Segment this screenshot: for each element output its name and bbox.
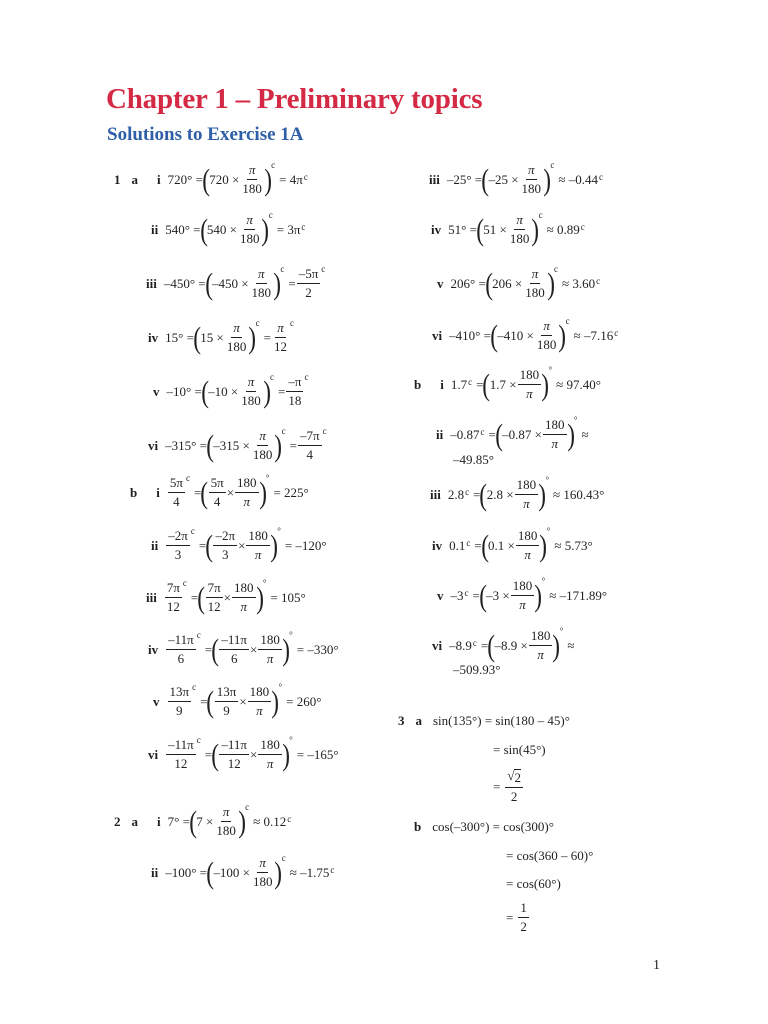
- item-label: i: [157, 813, 161, 829]
- right-paren: ): [534, 577, 543, 613]
- right-paren: ): [255, 579, 264, 615]
- item-label: iii: [146, 589, 157, 605]
- radian-superscript: c: [322, 425, 327, 436]
- q1b-vi: [148, 733, 339, 775]
- radian-superscript: c: [599, 171, 604, 182]
- q1b-vi-right-continued: [453, 657, 500, 681]
- degree-superscript: °: [265, 472, 270, 483]
- radian-superscript: c: [270, 371, 275, 382]
- result: ≈: [567, 637, 575, 653]
- item-label: ii: [151, 537, 159, 553]
- item-label: i: [156, 484, 160, 500]
- q1b-iv: [148, 628, 339, 670]
- factor: –450 ×: [211, 275, 249, 291]
- right-paren: ): [539, 527, 548, 563]
- q1a-vi-right: [432, 314, 618, 356]
- q3b-line3: [506, 871, 561, 895]
- result: = 225°: [273, 484, 309, 500]
- factor: –100 ×: [213, 864, 250, 880]
- radian-superscript: c: [290, 317, 294, 328]
- q1a-v-right: [437, 262, 600, 304]
- radian-superscript: c: [182, 577, 187, 588]
- lhs-fraction: $\frac{-2\pi}{3}$: [168, 527, 188, 562]
- lhs: –10° =: [166, 383, 202, 399]
- fraction: $\frac{5\pi}{4}$: [210, 474, 224, 509]
- equals: =: [193, 484, 202, 500]
- radian-superscript: c: [280, 263, 285, 274]
- equals: =: [288, 275, 296, 291]
- lhs: –315° =: [165, 437, 207, 453]
- item-label: iv: [148, 329, 159, 345]
- lhs: –0.87: [450, 426, 480, 442]
- degree-superscript: °: [541, 575, 546, 586]
- left-paren: (: [206, 683, 215, 719]
- left-paren: (: [481, 527, 489, 563]
- fraction: $\frac{-11\pi}{12}$: [221, 736, 247, 771]
- fraction: $\frac{\pi}{180}$: [216, 803, 236, 838]
- item-label: ii: [151, 864, 159, 880]
- item-label: iv: [431, 221, 442, 237]
- conversion-fraction: $\frac{180}{\pi}$: [516, 476, 537, 511]
- result: ≈ 0.89: [546, 221, 580, 237]
- factor: 720 ×: [209, 171, 240, 187]
- equals: =: [472, 587, 480, 603]
- radian-superscript: c: [554, 263, 559, 274]
- equals: =: [493, 778, 501, 794]
- fraction: $\frac{\pi}{180}$: [509, 211, 530, 246]
- times: ×: [238, 537, 246, 553]
- result: ≈ 0.12: [253, 813, 287, 829]
- fraction: $\frac{\pi}{180}$: [536, 317, 557, 352]
- times: ×: [249, 746, 258, 762]
- q1a-iii: [146, 262, 325, 304]
- equals: =: [198, 537, 207, 553]
- item-label: vi: [148, 746, 159, 762]
- right-paren: ): [543, 161, 552, 197]
- right-paren: ): [558, 317, 567, 353]
- equals: =: [200, 693, 208, 709]
- equals: =: [488, 426, 496, 442]
- page-number: 1: [653, 958, 660, 973]
- left-paren: (: [204, 265, 213, 301]
- left-paren: (: [476, 211, 484, 247]
- conversion-fraction: $\frac{180}{\pi}$: [519, 366, 540, 401]
- question-number: 3: [398, 712, 405, 728]
- result: ≈: [581, 426, 589, 442]
- conversion-fraction: $\frac{180}{\pi}$: [517, 527, 538, 562]
- fraction: $\frac{-11\pi}{6}$: [221, 631, 247, 666]
- conversion-fraction: $\frac{180}{\pi}$: [237, 474, 257, 509]
- times: ×: [239, 693, 247, 709]
- q1b-v: [153, 680, 321, 722]
- q3b-step: = cos(360 – 60)°: [506, 847, 594, 863]
- item-label: iv: [432, 537, 443, 553]
- left-paren: (: [189, 803, 197, 839]
- item-label: v: [153, 693, 160, 709]
- fraction: $\frac{\pi}{180}$: [521, 161, 542, 196]
- factor: –25 ×: [488, 171, 519, 187]
- left-paren: (: [211, 631, 220, 667]
- result: = 4π: [279, 171, 303, 187]
- equals: =: [474, 537, 482, 553]
- lhs: 206° =: [450, 275, 486, 291]
- radian-superscript: c: [480, 426, 485, 437]
- radian-superscript: c: [245, 801, 250, 812]
- q3a-line1: [398, 708, 570, 732]
- factor: 15 ×: [200, 329, 224, 345]
- radian-superscript: c: [192, 681, 197, 692]
- radian-superscript: c: [268, 209, 273, 220]
- q1a-iii-right: [429, 158, 603, 200]
- fraction: $\frac{\pi}{180}$: [239, 211, 260, 246]
- radian-superscript: c: [550, 159, 555, 170]
- left-paren: (: [206, 854, 215, 890]
- lhs: –410° =: [449, 327, 491, 343]
- right-paren: ): [262, 373, 271, 409]
- equals: =: [263, 329, 271, 345]
- result: ≈ 97.40°: [556, 376, 601, 392]
- left-paren: (: [206, 427, 214, 463]
- lhs-fraction: $\frac{5\pi}{4}$: [169, 474, 183, 509]
- left-paren: (: [485, 265, 493, 301]
- factor: 51 ×: [483, 221, 507, 237]
- factor: 206 ×: [492, 275, 523, 291]
- item-label: ii: [436, 426, 444, 442]
- result: = 3π: [276, 221, 301, 237]
- result-fraction: $\frac{\pi}{12}$: [274, 319, 287, 354]
- item-label: v: [437, 587, 444, 603]
- factor: 540 ×: [206, 221, 237, 237]
- radian-superscript: c: [464, 587, 469, 598]
- left-paren: (: [193, 319, 201, 355]
- item-label: iii: [146, 275, 157, 291]
- lhs-fraction: $\frac{-11\pi}{6}$: [168, 631, 194, 666]
- equals: =: [204, 746, 213, 762]
- left-paren: (: [211, 736, 220, 772]
- q1b-iii: [146, 576, 306, 618]
- radian-superscript: c: [303, 171, 308, 182]
- result: ≈ 160.43°: [553, 486, 605, 502]
- conversion-fraction: $\frac{180}{\pi}$: [234, 579, 254, 614]
- item-label: v: [153, 383, 160, 399]
- result: ≈ –0.44: [558, 171, 599, 187]
- lhs: –8.9: [449, 637, 472, 653]
- lhs: 2.8: [447, 486, 465, 502]
- result: = 105°: [270, 589, 306, 605]
- radian-superscript: c: [466, 537, 471, 548]
- fraction: $\frac{7\pi}{12}$: [207, 579, 221, 614]
- times: ×: [223, 589, 232, 605]
- page-title: Chapter 1 – Preliminary topics: [106, 83, 483, 115]
- q2a-i: [114, 800, 291, 842]
- radian-superscript: c: [580, 221, 585, 232]
- lhs-fraction: $\frac{7\pi}{12}$: [166, 579, 180, 614]
- result: = 260°: [286, 693, 322, 709]
- right-paren: ): [258, 474, 267, 510]
- part-label: b: [414, 818, 422, 834]
- item-label: vi: [432, 327, 443, 343]
- left-paren: (: [479, 476, 488, 512]
- right-paren: ): [248, 319, 257, 355]
- equals: =: [190, 589, 199, 605]
- q3b-line2: [506, 843, 593, 867]
- factor: 2.8 ×: [486, 486, 514, 502]
- result-continued: –509.93°: [453, 661, 501, 677]
- equals: =: [278, 383, 286, 399]
- conversion-fraction: $\frac{180}{\pi}$: [260, 736, 280, 771]
- result: = –330°: [296, 641, 339, 657]
- right-paren: ): [538, 476, 547, 512]
- item-label: iii: [430, 486, 441, 502]
- radian-superscript: c: [185, 472, 190, 483]
- left-paren: (: [201, 373, 209, 409]
- result-continued: –49.85°: [453, 451, 494, 467]
- degree-superscript: °: [289, 734, 293, 745]
- item-label: vi: [432, 637, 443, 653]
- equals: =: [289, 437, 297, 453]
- factor: –0.87 ×: [502, 426, 542, 442]
- conversion-fraction: $\frac{180}{\pi}$: [530, 627, 551, 662]
- factor: –8.9 ×: [494, 637, 528, 653]
- part-label: b: [130, 484, 138, 500]
- radian-superscript: c: [287, 813, 292, 824]
- part-label: a: [415, 712, 422, 728]
- radian-superscript: c: [271, 159, 276, 170]
- q3a-line2: [493, 737, 546, 761]
- conversion-fraction: $\frac{180}{\pi}$: [248, 527, 268, 562]
- right-paren: ): [282, 736, 290, 772]
- equals: =: [506, 909, 514, 925]
- right-paren: ): [531, 211, 540, 247]
- question-number: 2: [114, 813, 121, 829]
- q1a-ii: [151, 208, 305, 250]
- left-paren: (: [200, 474, 209, 510]
- result: = –165°: [296, 746, 339, 762]
- radian-superscript: c: [301, 221, 306, 232]
- left-paren: (: [197, 579, 206, 615]
- result-fraction: $\frac{-\pi}{18}$: [288, 373, 302, 408]
- fraction: $\frac{\pi}{180}$: [525, 265, 545, 300]
- fraction: $\frac{\pi}{180}$: [251, 265, 272, 300]
- page-subtitle: Solutions to Exercise 1A: [107, 124, 304, 145]
- radian-superscript: c: [196, 734, 201, 745]
- right-paren: ): [546, 265, 555, 301]
- right-paren: ): [274, 427, 283, 463]
- conversion-fraction: $\frac{180}{\pi}$: [260, 631, 280, 666]
- fraction: $\frac{-2\pi}{3}$: [215, 527, 236, 562]
- right-paren: ): [274, 854, 283, 890]
- degree-superscript: °: [277, 525, 281, 536]
- lhs: 7° =: [167, 813, 190, 829]
- degree-superscript: °: [546, 525, 551, 536]
- item-label: iv: [148, 641, 159, 657]
- left-paren: (: [479, 577, 487, 613]
- lhs-fraction: $\frac{-11\pi}{12}$: [168, 736, 194, 771]
- q3a-step: = sin(45°): [493, 741, 546, 757]
- radian-superscript: c: [281, 425, 286, 436]
- lhs: –3: [450, 587, 464, 603]
- q1a-iv-right: [431, 208, 585, 250]
- fraction: $\frac{\pi}{180}$: [242, 161, 262, 196]
- radian-superscript: c: [614, 327, 619, 338]
- right-paren: ): [271, 683, 280, 719]
- q3b-line1: [414, 814, 554, 838]
- factor: –3 ×: [486, 587, 510, 603]
- right-paren: ): [270, 527, 278, 563]
- right-paren: ): [273, 265, 282, 301]
- right-paren: ): [264, 161, 272, 197]
- factor: –410 ×: [497, 327, 534, 343]
- left-paren: (: [490, 317, 498, 353]
- degree-superscript: °: [289, 629, 293, 640]
- part-label: a: [131, 171, 138, 187]
- conversion-fraction: $\frac{180}{\pi}$: [545, 416, 565, 451]
- q3b-text: cos(–300°) = cos(300)°: [432, 818, 554, 834]
- lhs: 1.7: [450, 376, 468, 392]
- item-label: vi: [148, 437, 159, 453]
- lhs-fraction: $\frac{13\pi}{9}$: [169, 683, 190, 718]
- fraction: $\frac{13\pi}{9}$: [216, 683, 237, 718]
- right-paren: ): [261, 211, 270, 247]
- radian-superscript: c: [196, 629, 201, 640]
- factor: 0.1 ×: [488, 537, 515, 553]
- factor: 1.7 ×: [489, 376, 517, 392]
- radian-superscript: c: [565, 315, 570, 326]
- right-paren: ): [541, 366, 550, 402]
- result: ≈ 5.73°: [554, 537, 593, 553]
- q1b-i-right: [414, 363, 601, 405]
- result: ≈ –1.75: [289, 864, 330, 880]
- right-paren: ): [552, 627, 561, 663]
- radian-superscript: c: [281, 852, 286, 863]
- radian-superscript: c: [596, 275, 601, 286]
- result: = –120°: [284, 537, 327, 553]
- degree-superscript: °: [548, 364, 553, 375]
- item-label: v: [437, 275, 444, 291]
- equals: =: [473, 486, 481, 502]
- lhs: –450° =: [163, 275, 206, 291]
- result-fraction: $\frac{1}{2}$: [520, 899, 527, 934]
- q1b-iii-right: [430, 473, 604, 515]
- q1a-vi: [148, 424, 327, 466]
- result-fraction: √ 2 2: [507, 767, 521, 804]
- radian-superscript: c: [304, 371, 309, 382]
- item-label: ii: [151, 221, 159, 237]
- left-paren: (: [202, 161, 210, 197]
- q1b-v-right: [437, 574, 607, 616]
- radian-superscript: c: [472, 637, 477, 648]
- lhs: 540° =: [165, 221, 201, 237]
- item-label: iii: [429, 171, 440, 187]
- lhs: 15° =: [165, 329, 194, 345]
- q3a-line3: [493, 765, 524, 807]
- left-paren: (: [481, 161, 490, 197]
- factor: –10 ×: [208, 383, 239, 399]
- part-label: b: [414, 376, 422, 392]
- radian-superscript: c: [330, 864, 335, 875]
- part-label: a: [131, 813, 138, 829]
- result: ≈ –171.89°: [549, 587, 608, 603]
- result: ≈ –7.16: [573, 327, 614, 343]
- square-root: √ 2: [507, 767, 521, 785]
- q2a-ii: [151, 851, 334, 893]
- degree-superscript: °: [545, 474, 550, 485]
- q3a-text: sin(135°) = sin(180 – 45)°: [433, 712, 570, 728]
- degree-superscript: °: [573, 414, 578, 425]
- q1a-v: [153, 370, 308, 412]
- times: ×: [226, 484, 235, 500]
- fraction: $\frac{\pi}{180}$: [252, 854, 273, 889]
- fraction: $\frac{\pi}{180}$: [252, 427, 273, 462]
- right-paren: ): [566, 416, 575, 452]
- radian-superscript: c: [538, 209, 543, 220]
- left-paren: (: [487, 627, 496, 663]
- radian-superscript: c: [321, 263, 326, 274]
- radian-superscript: c: [468, 376, 473, 387]
- result-fraction: $\frac{-7\pi}{4}$: [300, 427, 320, 462]
- fraction: $\frac{\pi}{180}$: [241, 373, 261, 408]
- equals: =: [480, 637, 489, 653]
- question-number: 1: [114, 171, 121, 187]
- conversion-fraction: $\frac{180}{\pi}$: [249, 683, 270, 718]
- conversion-fraction: $\frac{180}{\pi}$: [512, 577, 533, 612]
- q1b-ii-right-continued: [453, 447, 494, 471]
- factor: 7 ×: [196, 813, 214, 829]
- q1b-ii: [151, 524, 327, 566]
- q1a-i: [114, 158, 308, 200]
- degree-superscript: °: [278, 681, 283, 692]
- q1a-iv: [148, 316, 294, 358]
- radian-superscript: c: [190, 525, 195, 536]
- lhs: 51° =: [448, 221, 477, 237]
- q3b-step: = cos(60°): [506, 875, 561, 891]
- left-paren: (: [482, 366, 491, 402]
- right-paren: ): [238, 803, 246, 839]
- equals: =: [204, 641, 213, 657]
- q1b-i: [130, 471, 309, 513]
- lhs: 0.1: [449, 537, 466, 553]
- factor: –315 ×: [213, 437, 250, 453]
- radian-superscript: c: [465, 486, 470, 497]
- item-label: i: [440, 376, 444, 392]
- right-paren: ): [282, 631, 290, 667]
- left-paren: (: [199, 211, 208, 247]
- fraction: $\frac{\pi}{180}$: [226, 319, 247, 354]
- left-paren: (: [495, 416, 503, 452]
- degree-superscript: °: [559, 625, 564, 636]
- q3b-line4: [506, 896, 530, 938]
- lhs: –25° =: [446, 171, 483, 187]
- degree-superscript: °: [262, 577, 267, 588]
- result-fraction: $\frac{-5\pi}{2}$: [298, 265, 319, 300]
- item-label: i: [157, 171, 161, 187]
- lhs: 720° =: [167, 171, 203, 187]
- result: ≈ 3.60: [562, 275, 596, 291]
- equals: =: [476, 376, 484, 392]
- q1b-iv-right: [432, 524, 593, 566]
- left-paren: (: [205, 527, 214, 563]
- lhs: –100° =: [165, 864, 208, 880]
- radian-superscript: c: [255, 317, 260, 328]
- times: ×: [249, 641, 258, 657]
